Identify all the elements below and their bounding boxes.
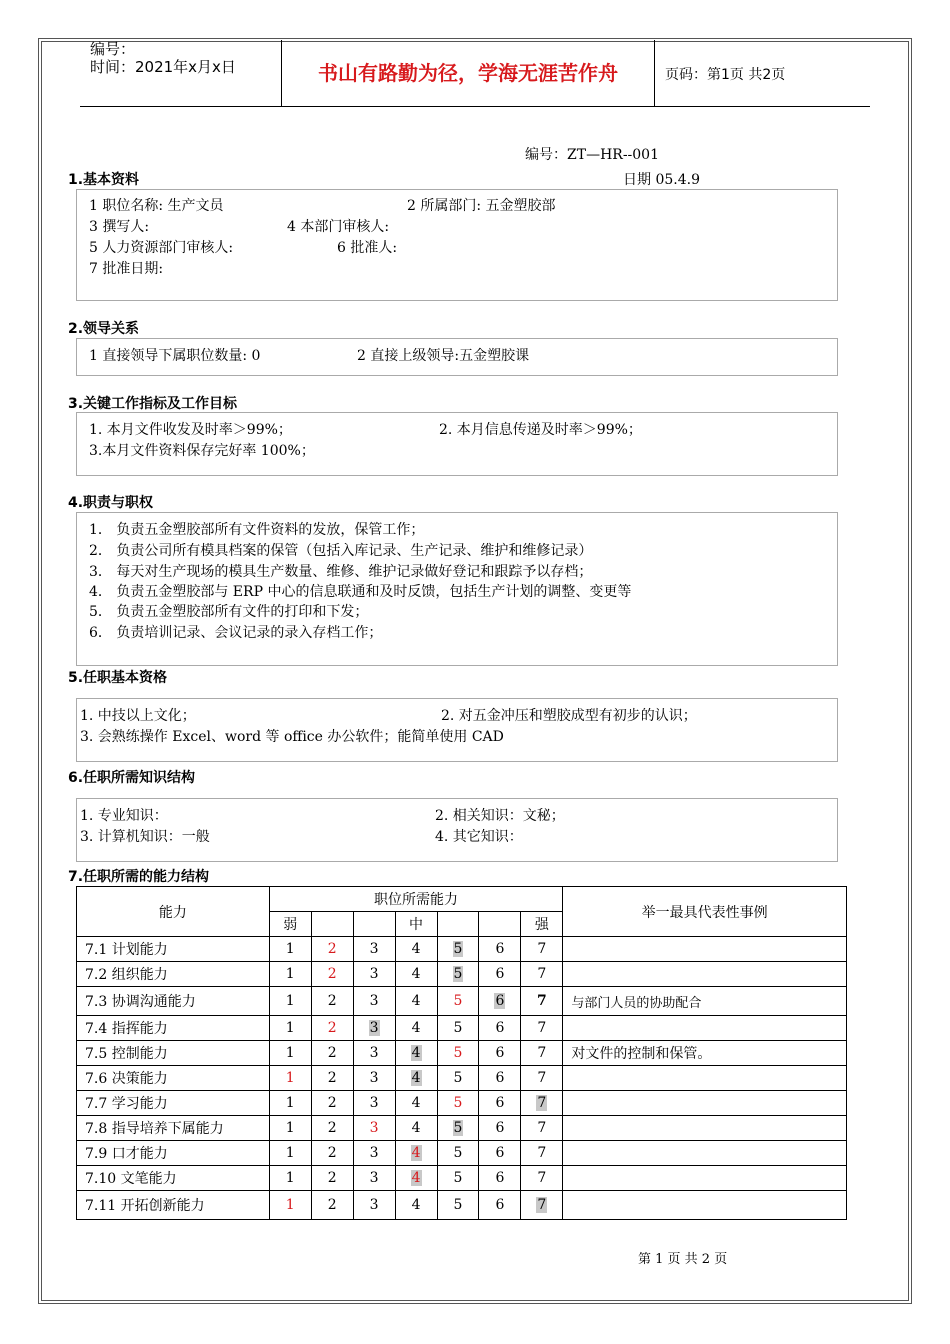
ability-level-value: 7 <box>537 1045 547 1061</box>
header-blank <box>479 912 521 937</box>
ability-level-cell <box>521 962 563 987</box>
ability-level-value: 1 <box>285 993 295 1009</box>
ability-level-value: 3 <box>369 1095 379 1111</box>
ability-row <box>77 1166 847 1191</box>
ability-level-value: 2 <box>327 1170 337 1186</box>
ability-row <box>77 1191 847 1220</box>
ability-level-cell <box>353 937 395 962</box>
ability-level-value: 5 <box>453 1095 463 1111</box>
ability-level-value: 4 <box>411 1120 421 1136</box>
ability-level-cell <box>479 1091 521 1116</box>
ability-example <box>563 1191 847 1220</box>
header-blank <box>437 912 479 937</box>
ability-level-cell <box>269 937 311 962</box>
ability-level-value: 6 <box>495 966 505 982</box>
section-6-box <box>76 798 838 862</box>
ability-level-value: 6 <box>495 1170 505 1186</box>
ability-level-value: 6 <box>495 1095 505 1111</box>
ability-level-value: 5 <box>453 1045 463 1061</box>
ability-level-value: 4 <box>411 1070 421 1086</box>
ability-level-value: 1 <box>285 1095 295 1111</box>
ability-level-value: 3 <box>369 1045 379 1061</box>
ability-level-cell <box>437 1091 479 1116</box>
ability-level-value: 2 <box>327 1197 337 1213</box>
ability-level-value: 6 <box>495 1145 505 1161</box>
ability-level-value: 2 <box>327 1045 337 1061</box>
header-required-ability: 职位所需能力 <box>269 887 563 912</box>
ability-level-cell <box>521 937 563 962</box>
dept-reviewer-field: 4 本部门审核人: <box>287 219 390 235</box>
ability-row <box>77 987 847 1016</box>
ability-level-value: 1 <box>285 1145 295 1161</box>
ability-level-cell <box>479 1016 521 1041</box>
section-2-title: 2.领导关系 <box>68 321 140 337</box>
section-2-box <box>76 338 838 376</box>
ability-row <box>77 1116 847 1141</box>
ability-level-value: 3 <box>369 941 379 957</box>
ability-row <box>77 1016 847 1041</box>
ability-level-cell <box>311 1141 353 1166</box>
ability-level-value: 7 <box>537 1197 547 1213</box>
ability-name: 7.2 组织能力 <box>77 962 270 987</box>
ability-level-value: 3 <box>369 1070 379 1086</box>
duty-item: 6． 负责培训记录、会议记录的录入存档工作； <box>89 625 383 641</box>
ability-level-cell <box>437 962 479 987</box>
ability-level-value: 4 <box>411 966 421 982</box>
ability-example <box>563 1116 847 1141</box>
ability-level-value: 5 <box>453 941 463 957</box>
ability-level-cell <box>353 1066 395 1091</box>
direct-superior: 2 直接上级领导:五金塑胶课 <box>357 348 530 364</box>
ability-level-cell <box>479 1041 521 1066</box>
section-1-box <box>76 189 838 301</box>
ability-table <box>76 886 847 1220</box>
doc-date: 日期 05.4.9 <box>623 172 700 188</box>
ability-level-value: 2 <box>327 1095 337 1111</box>
ability-level-cell <box>269 1041 311 1066</box>
ability-level-cell <box>311 987 353 1016</box>
ability-level-cell <box>395 1016 437 1041</box>
page-footer: 第 1 页 共 2 页 <box>638 1252 728 1267</box>
ability-example <box>563 1166 847 1191</box>
ability-row <box>77 962 847 987</box>
page-header <box>80 40 870 107</box>
ability-level-value: 7 <box>536 993 547 1009</box>
ability-level-value: 5 <box>453 1020 463 1036</box>
ability-level-value: 4 <box>411 1020 421 1036</box>
writer-field: 3 撰写人: <box>89 219 150 235</box>
ability-level-cell <box>311 1191 353 1220</box>
section-3-title: 3.关键工作指标及工作目标 <box>68 396 238 412</box>
ability-level-cell <box>269 1066 311 1091</box>
header-motto: 书山有路勤为径，学海无涯苦作舟 <box>281 40 655 106</box>
ability-level-value: 4 <box>411 941 421 957</box>
ability-example: 与部门人员的协助配合 <box>563 987 847 1016</box>
kpi-item-2: 2. 本月信息传递及时率＞99%； <box>439 422 642 438</box>
ability-level-cell <box>395 1166 437 1191</box>
ability-level-cell <box>353 1016 395 1041</box>
ability-level-value: 7 <box>537 966 547 982</box>
ability-level-cell <box>311 1066 353 1091</box>
ability-row <box>77 1041 847 1066</box>
knowledge-other: 4. 其它知识： <box>435 829 523 845</box>
ability-level-value: 3 <box>369 1170 379 1186</box>
ability-level-cell <box>521 1191 563 1220</box>
ability-level-cell <box>353 1141 395 1166</box>
hr-reviewer-field: 5 人力资源部门审核人: <box>89 240 234 256</box>
ability-level-cell <box>521 1116 563 1141</box>
header-left <box>90 40 236 76</box>
ability-level-cell <box>353 1166 395 1191</box>
ability-level-cell <box>395 1091 437 1116</box>
ability-level-cell <box>479 1191 521 1220</box>
ability-level-cell <box>395 1041 437 1066</box>
header-weak: 弱 <box>269 912 311 937</box>
ability-level-cell <box>437 1041 479 1066</box>
ability-level-value: 3 <box>369 1120 379 1136</box>
ability-level-cell <box>437 1166 479 1191</box>
ability-level-cell <box>395 987 437 1016</box>
ability-level-value: 5 <box>453 1120 463 1136</box>
section-1-title: 1.基本资料 <box>68 172 140 188</box>
ability-level-value: 6 <box>495 1045 505 1061</box>
ability-example <box>563 937 847 962</box>
ability-level-value: 5 <box>453 1197 463 1213</box>
ability-level-cell <box>395 962 437 987</box>
ability-level-cell <box>311 1091 353 1116</box>
ability-level-value: 5 <box>453 1070 463 1086</box>
knowledge-related: 2. 相关知识：文秘； <box>435 808 565 824</box>
ability-level-value: 7 <box>537 941 547 957</box>
ability-level-value: 3 <box>369 993 379 1009</box>
ability-level-value: 1 <box>285 1120 295 1136</box>
ability-level-cell <box>437 1016 479 1041</box>
knowledge-computer: 3. 计算机知识：一般 <box>80 829 210 845</box>
ability-level-value: 7 <box>537 1070 547 1086</box>
ability-level-cell <box>311 1041 353 1066</box>
approver-field: 6 批准人: <box>337 240 398 256</box>
ability-level-value: 3 <box>369 1020 379 1036</box>
ability-level-value: 5 <box>453 1170 463 1186</box>
ability-example <box>563 1141 847 1166</box>
ability-level-cell <box>269 1016 311 1041</box>
ability-level-value: 3 <box>369 1197 379 1213</box>
ability-level-value: 4 <box>411 1045 421 1061</box>
header-time: 时间：2021年x月x日 <box>90 58 236 76</box>
ability-level-cell <box>479 1166 521 1191</box>
ability-level-value: 1 <box>285 1070 295 1086</box>
duty-item: 5． 负责五金塑胶部所有文件的打印和下发； <box>89 604 369 620</box>
ability-name: 7.7 学习能力 <box>77 1091 270 1116</box>
ability-level-value: 4 <box>411 1170 421 1186</box>
ability-level-cell <box>395 1066 437 1091</box>
ability-level-cell <box>353 962 395 987</box>
ability-level-value: 1 <box>285 1197 295 1213</box>
ability-level-cell <box>437 937 479 962</box>
ability-level-cell <box>479 1116 521 1141</box>
section-5-box <box>76 698 838 762</box>
ability-level-value: 4 <box>411 993 421 1009</box>
ability-level-value: 2 <box>327 1120 337 1136</box>
ability-level-value: 3 <box>369 966 379 982</box>
ability-level-value: 1 <box>285 1170 295 1186</box>
ability-row <box>77 1066 847 1091</box>
ability-level-cell <box>353 1091 395 1116</box>
ability-name: 7.9 口才能力 <box>77 1141 270 1166</box>
duty-item: 2． 负责公司所有模具档案的保管（包括入库记录、生产记录、维护和维修记录） <box>89 543 593 559</box>
ability-level-cell <box>479 987 521 1016</box>
header-number-label: 编号： <box>90 40 136 58</box>
ability-level-cell <box>269 1116 311 1141</box>
ability-level-cell <box>521 1041 563 1066</box>
section-5-title: 5.任职基本资格 <box>68 670 168 686</box>
header-example: 举一最具代表性事例 <box>563 887 847 937</box>
ability-level-cell <box>353 1116 395 1141</box>
ability-level-cell <box>269 1191 311 1220</box>
doc-code: 编号：ZT—HR--001 <box>525 147 659 163</box>
ability-level-value: 4 <box>411 1145 421 1161</box>
section-4-title: 4.职责与职权 <box>68 495 154 511</box>
ability-level-value: 2 <box>327 1145 337 1161</box>
ability-level-value: 5 <box>453 993 463 1009</box>
ability-level-cell <box>353 1041 395 1066</box>
subordinate-count: 1 直接领导下属职位数量: 0 <box>89 348 261 364</box>
ability-level-value: 7 <box>537 1095 547 1111</box>
ability-level-cell <box>269 1166 311 1191</box>
ability-level-value: 2 <box>327 1020 337 1036</box>
ability-level-value: 4 <box>411 1197 421 1213</box>
ability-level-value: 1 <box>285 1020 295 1036</box>
ability-level-cell <box>479 1066 521 1091</box>
ability-level-value: 7 <box>537 1020 547 1036</box>
ability-level-value: 1 <box>285 1045 295 1061</box>
ability-level-cell <box>311 1166 353 1191</box>
ability-example <box>563 962 847 987</box>
header-blank <box>353 912 395 937</box>
approval-date-field: 7 批准日期: <box>89 261 164 277</box>
section-4-box <box>76 512 838 666</box>
ability-level-cell <box>269 1141 311 1166</box>
duty-item: 4． 负责五金塑胶部与 ERP 中心的信息联通和及时反馈，包括生产计划的调整、变更等 <box>89 584 632 600</box>
ability-level-cell <box>479 937 521 962</box>
ability-level-value: 1 <box>285 966 295 982</box>
job-title-field: 1 职位名称: 生产文员 <box>89 198 224 214</box>
kpi-item-1: 1. 本月文件收发及时率＞99%； <box>89 422 292 438</box>
ability-level-value: 2 <box>327 966 337 982</box>
ability-name: 7.8 指导培养下属能力 <box>77 1116 270 1141</box>
ability-level-value: 2 <box>327 941 337 957</box>
ability-level-cell <box>521 1091 563 1116</box>
ability-rows <box>77 937 847 1220</box>
ability-row <box>77 1141 847 1166</box>
ability-level-cell <box>521 1066 563 1091</box>
knowledge-professional: 1. 专业知识： <box>80 808 168 824</box>
ability-level-cell <box>311 937 353 962</box>
ability-level-value: 6 <box>495 1070 505 1086</box>
ability-level-value: 2 <box>327 1070 337 1086</box>
ability-example <box>563 1091 847 1116</box>
header-mid: 中 <box>395 912 437 937</box>
ability-level-cell <box>437 1191 479 1220</box>
ability-level-cell <box>395 1141 437 1166</box>
ability-level-cell <box>437 987 479 1016</box>
header-page-info: 页码：第1页 共2页 <box>665 67 786 83</box>
ability-level-cell <box>395 937 437 962</box>
ability-example: 对文件的控制和保管。 <box>563 1041 847 1066</box>
ability-level-value: 7 <box>537 1145 547 1161</box>
ability-level-value: 6 <box>495 1120 505 1136</box>
ability-name: 7.10 文笔能力 <box>77 1166 270 1191</box>
ability-level-cell <box>395 1191 437 1220</box>
ability-level-value: 5 <box>453 1145 463 1161</box>
ability-level-value: 6 <box>495 941 505 957</box>
section-3-box <box>76 412 838 476</box>
ability-row <box>77 1091 847 1116</box>
ability-level-cell <box>479 962 521 987</box>
ability-level-value: 6 <box>495 1020 505 1036</box>
ability-name: 7.1 计划能力 <box>77 937 270 962</box>
ability-level-cell <box>353 987 395 1016</box>
ability-name: 7.6 决策能力 <box>77 1066 270 1091</box>
ability-level-cell <box>311 1116 353 1141</box>
ability-name: 7.5 控制能力 <box>77 1041 270 1066</box>
ability-example <box>563 1066 847 1091</box>
kpi-item-3: 3.本月文件资料保存完好率 100%； <box>89 443 315 459</box>
ability-level-cell <box>269 962 311 987</box>
ability-level-cell <box>521 1166 563 1191</box>
section-7-title: 7.任职所需的能力结构 <box>68 869 210 885</box>
ability-example <box>563 1016 847 1041</box>
department-field: 2 所属部门: 五金塑胶部 <box>407 198 556 214</box>
ability-level-value: 6 <box>495 1197 505 1213</box>
ability-name: 7.3 协调沟通能力 <box>77 987 270 1016</box>
ability-level-cell <box>521 1016 563 1041</box>
header-blank <box>311 912 353 937</box>
duty-item: 3． 每天对生产现场的模具生产数量、维修、维护记录做好登记和跟踪予以存档； <box>89 564 593 580</box>
ability-name: 7.11 开拓创新能力 <box>77 1191 270 1220</box>
duty-item: 1． 负责五金塑胶部所有文件资料的发放，保管工作； <box>89 522 425 538</box>
ability-level-cell <box>395 1116 437 1141</box>
ability-level-cell <box>521 987 563 1016</box>
qualification-item-3: 3. 会熟练操作 Excel、word 等 office 办公软件；能简单使用 CAD <box>80 729 504 745</box>
ability-level-value: 2 <box>327 993 337 1009</box>
header-strong: 强 <box>521 912 563 937</box>
ability-level-cell <box>269 1091 311 1116</box>
section-6-title: 6.任职所需知识结构 <box>68 770 196 786</box>
ability-level-cell <box>479 1141 521 1166</box>
ability-level-value: 7 <box>537 1170 547 1186</box>
ability-level-value: 5 <box>453 966 463 982</box>
ability-name: 7.4 指挥能力 <box>77 1016 270 1041</box>
ability-level-cell <box>353 1191 395 1220</box>
ability-level-value: 6 <box>495 993 505 1009</box>
ability-level-cell <box>521 1141 563 1166</box>
ability-level-cell <box>437 1141 479 1166</box>
ability-level-cell <box>437 1116 479 1141</box>
header-ability: 能力 <box>77 887 270 937</box>
ability-level-cell <box>269 987 311 1016</box>
ability-level-cell <box>437 1066 479 1091</box>
ability-level-value: 4 <box>411 1095 421 1111</box>
ability-level-value: 1 <box>285 941 295 957</box>
ability-level-cell <box>311 962 353 987</box>
ability-row <box>77 937 847 962</box>
qualification-item-2: 2. 对五金冲压和塑胶成型有初步的认识； <box>441 708 697 724</box>
qualification-item-1: 1. 中技以上文化； <box>80 708 196 724</box>
ability-level-value: 7 <box>537 1120 547 1136</box>
ability-level-value: 3 <box>369 1145 379 1161</box>
ability-level-cell <box>311 1016 353 1041</box>
